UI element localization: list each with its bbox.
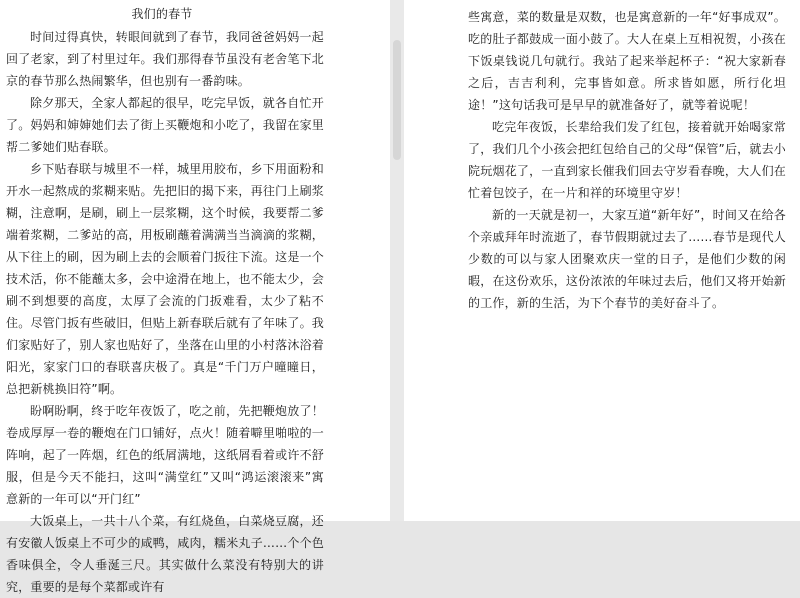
page-gap-scrollbar[interactable] [390,0,404,521]
paragraph: 盼啊盼啊，终于吃年夜饭了，吃之前，先把鞭炮放了！卷成厚厚一卷的鞭炮在门口铺好，点火！随着噼里啪啦的一阵响，起了一阵烟，红色的纸屑满地，这纸屑看着或许不舒服，但是今天不能扫，这叫“满堂红”又叫“鸿运滚滚来”寓意新的一年可以“开门红” [6,404,324,506]
page-text-area [6,4,324,598]
document-page-right [404,0,800,521]
paragraph: 新的一天就是初一，大家互道“新年好”，时间又在给各个亲戚拜年时流逝了，春节假期就过去了……春节是现代人少数的可以与家人团聚欢庆一堂的日子，是他们少数的闲暇，在这份欢乐，这份浓浓的年味过去后，他们又将开始新的工作，新的生活，为下个春节的美好奋斗了。 [468,208,786,310]
scrollbar-thumb[interactable] [393,40,401,160]
document-title: 我们的春节 [131,7,193,21]
paragraph: 除夕那天，全家人都起的很早，吃完早饭，就各自忙开了。妈妈和婶婶她们去了街上买鞭炮和小吃了，我留在家里帮二爹她们贴春联。 [6,96,324,154]
paragraph-continued: 些寓意，菜的数量是双数，也是寓意新的一年“好事成双”。吃的肚子都鼓成一面小鼓了。大人在桌上互相祝贺，小孩在下饭桌钱说几句就行。我站了起来举起杯子：“祝大家新春之后，吉吉利利，完事皆如意。所求皆如愿，所行化坦途！”这句话我可是早早的就准备好了，就等着说呢！ [468,10,786,112]
paragraph: 时间过得真快，转眼间就到了春节，我同爸爸妈妈一起回了老家，到了村里过年。我们那得春节虽没有老舍笔下北京的春节那么热闹繁华，但也别有一番韵味。 [6,30,324,88]
paragraph: 吃完年夜饭，长辈给我们发了红包，接着就开始喝家常了，我们几个小孩会把红包给自己的父母“保管”后，就去小院玩烟花了，一直到家长催我们回去守岁看春晚，大人们在忙着包饺子，在一片和祥的环境里守岁！ [468,120,786,200]
document-page-left [0,0,390,594]
page-text-area [468,6,786,314]
paragraph: 大饭桌上，一共十八个菜，有红烧鱼，白菜烧豆腐，还有安徽人饭桌上不可少的咸鸭，咸肉，糯米丸子……个个色香味俱全，令人垂涎三尺。其实做什么菜没有特别大的讲究，重要的是每个菜都或许有 [6,514,324,594]
paragraph: 乡下贴春联与城里不一样，城里用胶布，乡下用面粉和开水一起熬成的浆糊来贴。先把旧的揭下来，再往门上刷浆糊，注意啊，是刷，刷上一层浆糊，这个时候，我要帮二爹端着浆糊，二爹站的高，用板刷蘸着满满当当滴滴的浆糊，从下往上的刷，因为刷上去的会顺着门扳往下流。这是一个技术活，你不能蘸太多，会中途滑在地上，也不能太少，会刷不到想要的高度，太厚了会流的门扳难看，太少了粘不住。尽管门扳有些破旧，但贴上新春联后就有了年味了。我们家贴好了，别人家也贴好了，坐落在山里的小村落沐浴着阳光，家家门口的春联喜庆极了。真是“千门万户曈曈日，总把新桃换旧符”啊。 [6,162,324,396]
